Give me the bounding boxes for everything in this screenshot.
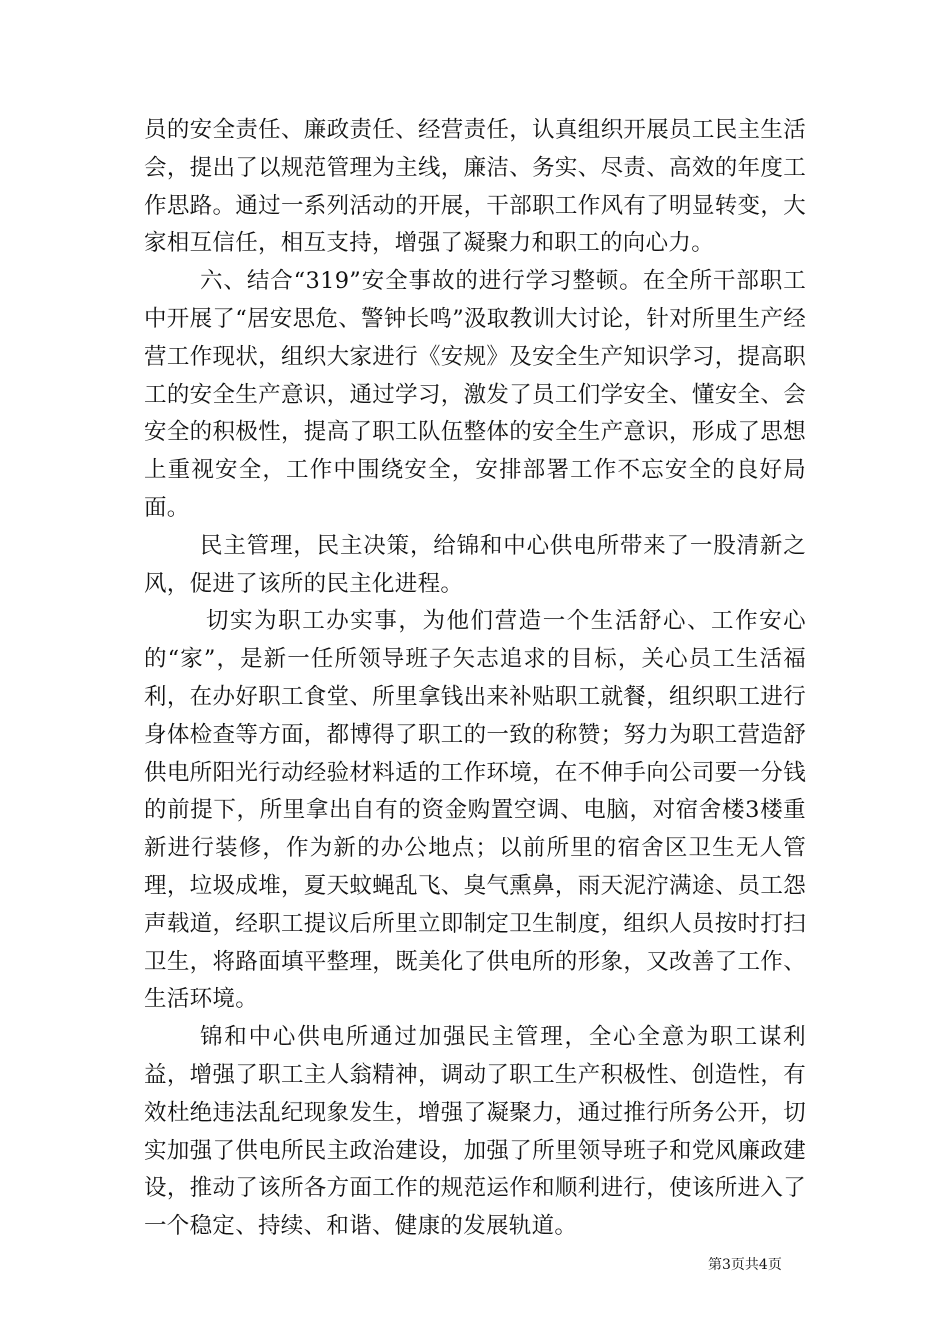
paragraph-section-six: 六、结合“319”安全事故的进行学习整顿。在全所干部职工中开展了“居安思危、警钟长鸣”汲取教训大讨论，针对所里生产经营工作现状，组织大家进行《安规》及安全生产知识学习，提高职工的安全生产意识，通过学习，激发了员工们学安全、懂安全、会安全的积极性，提高了职工队伍整体的安全生产意识，形成了思想上重视安全，工作中围绕安全，安排部署工作不忘安全的良好局面。 bbox=[144, 268, 807, 521]
paragraph-summary: 锦和中心供电所通过加强民主管理，全心全意为职工谋利益，增强了职工主人翁精神，调动了职工生产积极性、创造性，有效杜绝违法乱纪现象发生，增强了凝聚力，通过推行所务公开，切实加强了供电所民主政治建设，加强了所里领导班子和党风廉政建设，推动了该所各方面工作的规范运作和顺利进行，使该所进入了一个稳定、持续、和谐、健康的发展轨道。 bbox=[144, 1024, 806, 1240]
paragraph-continuation: 员的安全责任、廉政责任、经营责任，认真组织开展员工民主生活会，提出了以规范管理为主线，廉洁、务实、尽责、高效的年度工作思路。通过一系列活动的开展，干部职工作风有了明显转变，大家相互信任，相互支持，增强了凝聚力和职工的向心力。 bbox=[144, 117, 806, 257]
paragraph-democratic-management: 民主管理，民主决策，给锦和中心供电所带来了一股清新之风，促进了该所的民主化进程。 bbox=[144, 532, 806, 597]
paragraph-staff-welfare: 切实为职工办实事，为他们营造一个生活舒心、工作安心的“家”，是新一任所领导班子矢志追求的目标，关心员工生活福利，在办好职工食堂、所里拿钱出来补贴职工就餐，组织职工进行身体检查等方面，都博得了职工的一致的称赞；努力为职工营造舒供电所阳光行动经验材料适的工作环境，在不伸手向公司要一分钱的前提下，所里拿出自有的资金购置空调、电脑，对宿舍楼3楼重新进行装修，作为新的办公地点；以前所里的宿舍区卫生无人管理，垃圾成堆，夏天蚊蝇乱飞、臭气熏鼻，雨天泥泞满途、员工怨声载道，经职工提议后所里立即制定卫生制度，组织人员按时打扫卫生，将路面填平整理，既美化了供电所的形象，又改善了工作、生活环境。 bbox=[144, 608, 806, 1013]
document-body bbox=[144, 112, 806, 1246]
page-number-footer: 第3页共4页 bbox=[708, 1257, 782, 1273]
